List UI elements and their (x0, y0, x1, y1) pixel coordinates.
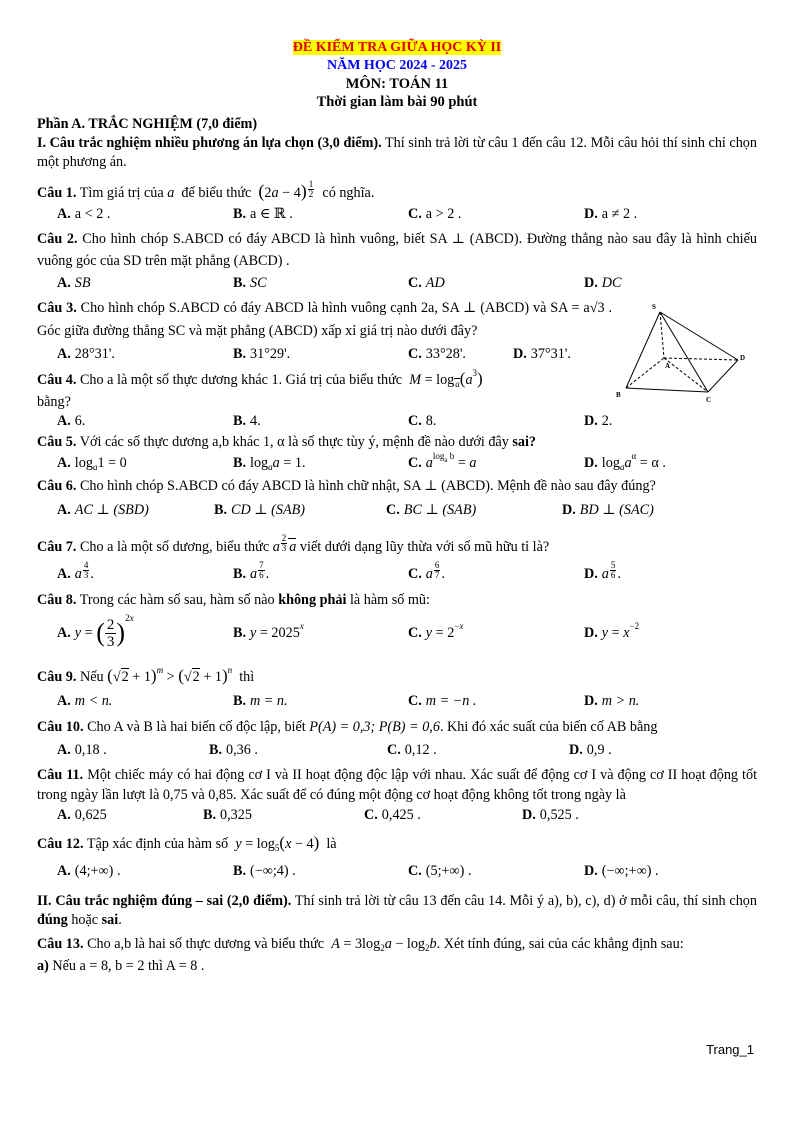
q11-option-a[interactable]: A. 0,625 (57, 807, 107, 823)
q12-option-b[interactable]: B. (−∞;4) . (233, 863, 296, 879)
q5-option-b[interactable]: B. $\log_aa = 1$. (233, 455, 306, 472)
question-6-options (37, 496, 757, 524)
q11-option-d[interactable]: D. 0,525 . (522, 807, 579, 823)
q7-option-c[interactable]: C. a $\frac{6}{7}$ . (408, 560, 445, 582)
edge-ad (664, 358, 738, 360)
q12-option-c[interactable]: C. (5;+∞) . (408, 863, 472, 879)
exam-page (37, 38, 757, 977)
edge-sc (660, 312, 708, 392)
edge-sd (660, 312, 738, 360)
question-6: Câu 6. Cho hình chóp S.ABCD có đáy ABCD là hình chữ nhật, SA ⊥ (ABCD). Mệnh đề nào sau đây đúng? (37, 478, 656, 494)
q4-option-c[interactable]: C. 8. (408, 413, 437, 429)
q2-option-d[interactable]: D. DC (584, 275, 622, 291)
q1-option-a[interactable]: A. a < 2 . (57, 206, 111, 222)
q8-option-c[interactable]: C. $y = 2^{-x}$ (408, 621, 464, 641)
q9-option-d[interactable]: D. m > n. (584, 693, 640, 709)
q3-option-b[interactable]: B. 31°29'. (233, 346, 291, 362)
q12-option-a[interactable]: A. (4;+∞) . (57, 863, 121, 879)
edge-ab (626, 358, 664, 388)
question-5-options (37, 452, 757, 474)
question-3: Câu 3. Cho hình chóp S.ABCD có đáy ABCD là hình vuông cạnh 2a, SA ⊥ (ABCD) và SA = a√3 . Góc giữa đường thẳng SC và mặt phẳng (ABCD) xấp xỉ giá trị nào dưới đây? (37, 300, 613, 339)
q7-option-a[interactable]: A. a $\frac{4}{3}$ . (57, 560, 94, 582)
time-limit: Thời gian làm bài 90 phút (316, 94, 478, 110)
subject: MÔN: TOÁN 11 (345, 76, 449, 92)
question-1-options (37, 203, 757, 225)
question-13: Câu 13. Cho a,b là hai số thực dương và biểu thức $A = 3\log_2a - \log_2b$. Xét tính đúng, sai của các khẳng định sau: (37, 936, 684, 953)
question-2: Câu 2. Cho hình chóp S.ABCD có đáy ABCD là hình vuông, biết SA ⊥ (ABCD). Đường thẳng nào sau đây là hình chiếu vuông góc của SD trên mặt phẳng (ABCD) . (37, 231, 758, 269)
question-12: Câu 12. Tập xác định của hàm số $y = \log_5(x - 4)$ là (37, 833, 337, 853)
vertex-s: S (652, 303, 656, 311)
q9-option-c[interactable]: C. m = −n . (408, 693, 477, 709)
question-4: Câu 4. Cho a là một số thực dương khác 1. Giá trị của biểu thức $M = \log_a(a^3)$ bằng? (37, 368, 483, 410)
q2-option-a[interactable]: A. SB (57, 275, 91, 291)
edge-cd (708, 360, 738, 392)
q11-option-b[interactable]: B. 0,325 (203, 807, 252, 823)
question-8-options (37, 610, 757, 656)
edge-sa (660, 312, 664, 358)
question-2-options (37, 272, 757, 294)
q5-option-a[interactable]: A. $\log_a1 = 0$ (57, 455, 127, 472)
exam-header (37, 38, 757, 111)
q6-option-c[interactable]: C. BC ⊥ (SAB) (386, 502, 477, 518)
q1-option-d[interactable]: D. a ≠ 2 . (584, 206, 638, 222)
school-year: NĂM HỌC 2024 - 2025 (327, 58, 467, 73)
page-number: Trang_1 (706, 1042, 754, 1057)
q10-option-a[interactable]: A. 0,18 . (57, 742, 107, 758)
question-11-options (37, 805, 757, 825)
q3-option-d[interactable]: D. 37°31'. (513, 346, 571, 362)
q4-option-b[interactable]: B. 4. (233, 413, 261, 429)
q6-option-d[interactable]: D. BD ⊥ (SAC) (562, 502, 654, 518)
edge-sb (626, 312, 660, 388)
exam-title: ĐỀ KIỂM TRA GIỮA HỌC KỲ II (292, 40, 502, 55)
q6-option-a[interactable]: A. AC ⊥ (SBD) (57, 502, 149, 518)
q6-option-b[interactable]: B. CD ⊥ (SAB) (214, 502, 306, 518)
q4-option-d[interactable]: D. 2. (584, 413, 613, 429)
q10-option-c[interactable]: C. 0,12 . (387, 742, 437, 758)
pyramid-figure (612, 298, 762, 418)
question-7-options (37, 560, 757, 588)
q10-option-b[interactable]: B. 0,36 . (209, 742, 258, 758)
vertex-b: B (616, 391, 621, 399)
question-1: Câu 1. Tìm giá trị của a để biểu thức (2a − 4) $\frac{1}{2}$ có nghĩa. (37, 179, 375, 201)
q11-option-c[interactable]: C. 0,425 . (364, 807, 421, 823)
q7-option-d[interactable]: D. a $\frac{5}{6}$ . (584, 560, 621, 582)
question-8: Câu 8. Trong các hàm số sau, hàm số nào không phải là hàm số mũ: (37, 592, 430, 608)
vertex-a: A (665, 362, 671, 370)
vertex-d: D (740, 354, 746, 362)
q5-option-c[interactable]: C. $a^{log_a b} = a$ (408, 451, 477, 471)
q12-option-d[interactable]: D. (−∞;+∞) . (584, 863, 659, 879)
q3-option-a[interactable]: A. 28°31'. (57, 346, 115, 362)
q2-option-b[interactable]: B. SC (233, 275, 267, 291)
q7-option-b[interactable]: B. a $\frac{7}{6}$ . (233, 560, 270, 582)
q9-option-b[interactable]: B. m = n. (233, 693, 288, 709)
vertex-c: C (706, 396, 712, 404)
question-12-options (37, 856, 757, 886)
q4-option-a[interactable]: A. 6. (57, 413, 86, 429)
edge-bc (626, 388, 708, 392)
q5-option-d[interactable]: D. $\log_aa^\alpha = \alpha$ . (584, 451, 666, 472)
edge-ac (664, 358, 708, 392)
section-ii-intro: II. Câu trắc nghiệm đúng – sai (2,0 điểm). Thí sinh trả lời từ câu 13 đến câu 14. Mỗi ý a), b), c), d) ở mỗi câu, thí sinh chọn đúng hoặc sai. (37, 893, 757, 928)
question-5: Câu 5. Với các số thực dương a,b khác 1, α là số thực tùy ý, mệnh đề nào dưới đây sai? (37, 434, 537, 450)
q8-option-d[interactable]: D. $y = x^{-2}$ (584, 621, 640, 641)
question-10-options (37, 738, 757, 762)
q3-option-c[interactable]: C. 33°28'. (408, 346, 466, 362)
question-10: Câu 10. Cho A và B là hai biến cố độc lập, biết P(A) = 0,3; P(B) = 0,6. Khi đó xác suất của biến cố AB bằng (37, 719, 658, 735)
question-7: Câu 7. Cho a là một số dương, biểu thức a $\frac{2}{3}$ a viết dưới dạng lũy thừa với số mũ hữu tỉ là? (37, 533, 550, 555)
q9-option-a[interactable]: A. m < n. (57, 693, 113, 709)
q1-option-c[interactable]: C. a > 2 . (408, 206, 462, 222)
question-11: Câu 11. Một chiếc máy có hai động cơ I và II hoạt động độc lập với nhau. Xác suất để động cơ I và động cơ II hoạt động tốt trong ngày lần lượt là 0,75 và 0,85. Xác suất để có đúng một động cơ hoạt động không tốt trong ngày là (37, 767, 758, 803)
q10-option-d[interactable]: D. 0,9 . (569, 742, 612, 758)
section-i-intro: I. Câu trắc nghiệm nhiều phương án lựa chọn (3,0 điểm). Thí sinh trả lời từ câu 1 đến câu 12. Mỗi câu hỏi thí sinh chỉ chọn một phương án. (37, 135, 757, 170)
q8-option-b[interactable]: B. $y = 2025^x$ (233, 621, 304, 641)
q8-option-a[interactable]: A. y = ( $\frac{2}{3}$ )$^{2x}$ (57, 613, 134, 651)
question-9: Câu 9. Nếu $(√2 + 1)^m > (√2 + 1)^n$ thì (37, 665, 255, 685)
part-a-title: Phần A. TRẮC NGHIỆM (7,0 điểm) (37, 116, 258, 132)
question-9-options (37, 689, 757, 713)
q2-option-c[interactable]: C. AD (408, 275, 445, 291)
question-13-statement-a: a) Nếu a = 8, b = 2 thì A = 8 . (37, 958, 205, 974)
q1-option-b[interactable]: B. a ∈ ℝ . (233, 206, 293, 222)
